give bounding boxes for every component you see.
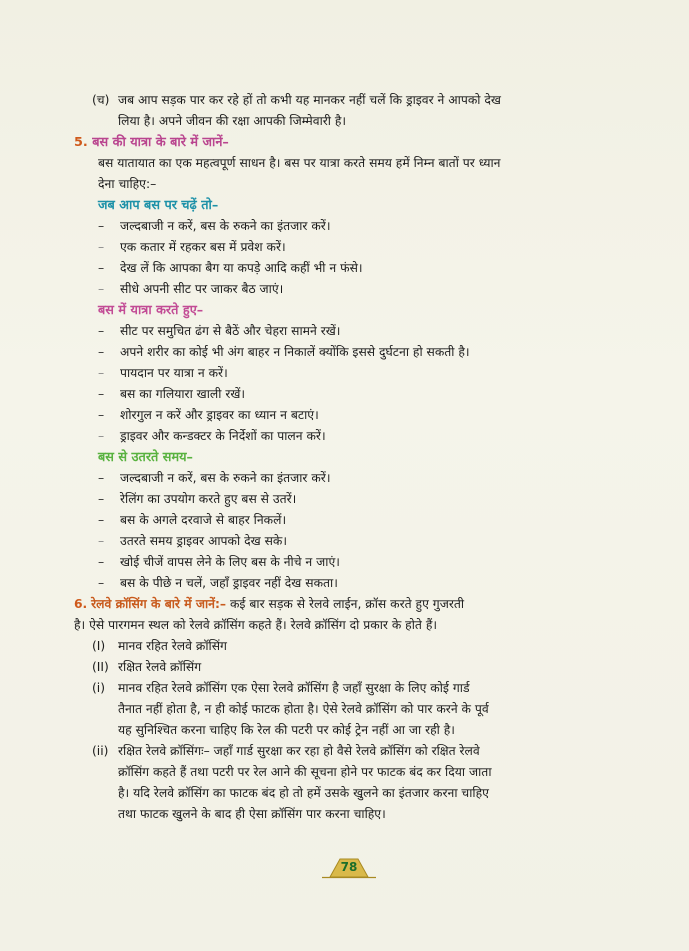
detail-line: रक्षित रेलवे क्रॉसिंगः– जहाँ गार्ड सुरक्षा कर रहा हो वैसे रेलवे क्रॉसिंग को रक्षित रेलवे	[118, 744, 480, 758]
list-item	[74, 363, 660, 384]
type-item	[74, 657, 660, 678]
dash-bullet: –	[98, 408, 105, 422]
item-tag: (I)	[92, 639, 106, 653]
boarding-heading: जब आप बस पर चढ़ें तो–	[98, 198, 219, 213]
dash-bullet: –	[98, 219, 105, 233]
dash-bullet: –	[98, 534, 105, 548]
page-number-badge	[320, 857, 378, 879]
list-item-text: उतरते समय ड्राइवर आपको देख सके।	[120, 534, 287, 548]
list-item-text: पायदान पर यात्रा न करें।	[120, 366, 228, 380]
detail-line: क्रॉसिंग कहते हैं तथा पटरी पर रेल आने की सूचना होने पर फाटक बंद कर दिया जाता	[118, 765, 492, 779]
type-label: मानव रहित रेलवे क्रॉसिंग	[118, 639, 227, 653]
item-tag: (ii)	[92, 744, 109, 758]
detail-line: है। यदि रेलवे क्रॉसिंग का फाटक बंद हो तो हमें उसके खुलने का इंतजार करना चाहिए	[118, 786, 489, 800]
type-label: रक्षित रेलवे क्रॉसिंग	[118, 660, 202, 674]
list-item	[74, 552, 660, 573]
dash-bullet: –	[98, 555, 105, 569]
list-item-text: रेलिंग का उपयोग करते हुए बस से उतरें।	[120, 492, 297, 506]
list-item	[74, 321, 660, 342]
dash-bullet: –	[98, 261, 105, 275]
alighting-heading: बस से उतरते समय–	[98, 450, 193, 465]
list-item	[74, 279, 660, 300]
section-title: रेलवे क्रॉसिंग के बारे में जानें:–	[91, 597, 227, 611]
list-item-text: ड्राइवर और कन्डक्टर के निर्देशों का पालन करें।	[120, 429, 326, 443]
detail-item	[74, 741, 660, 825]
dash-bullet: –	[98, 345, 105, 359]
dash-bullet: –	[98, 513, 105, 527]
section-intro: देना चाहिए:–	[98, 177, 157, 191]
dash-bullet: –	[98, 429, 105, 443]
list-item	[74, 510, 660, 531]
dash-bullet: –	[98, 282, 105, 296]
list-item-text: जल्दबाजी न करें, बस के रुकने का इंतजार करें।	[120, 219, 331, 233]
detail-line: मानव रहित रेलवे क्रॉसिंग एक ऐसा रेलवे क्रॉसिंग है जहाँ सुरक्षा के लिए कोई गार्ड	[118, 681, 470, 695]
list-item-text: अपने शरीर का कोई भी अंग बाहर न निकालें क्योंकि इससे दुर्घटना हो सकती है।	[120, 345, 470, 359]
page-number: 78	[340, 860, 358, 874]
dash-bullet: –	[98, 387, 105, 401]
dash-bullet: –	[98, 492, 105, 506]
list-item	[74, 342, 660, 363]
section-intro: बस यातायात का एक महत्वपूर्ण साधन है। बस पर यात्रा करते समय हमें निम्न बातों पर ध्यान	[98, 156, 501, 170]
list-item-text: एक कतार में रहकर बस में प्रवेश करें।	[120, 240, 286, 254]
dash-bullet: –	[98, 576, 105, 590]
section-intro: है। ऐसे पारगमन स्थल को रेलवे क्रॉसिंग कहते हैं। रेलवे क्रॉसिंग दो प्रकार के होते हैं।	[74, 618, 438, 632]
dash-bullet: –	[98, 471, 105, 485]
dash-bullet: –	[98, 240, 105, 254]
list-item	[74, 489, 660, 510]
detail-line: तथा फाटक खुलने के बाद ही ऐसा क्रॉसिंग पार करना चाहिए।	[118, 807, 386, 821]
section-6-heading-line	[74, 594, 660, 615]
list-item-text: सीट पर समुचित ढंग से बैठें और चेहरा सामने रखें।	[120, 324, 341, 338]
list-item	[74, 426, 660, 447]
list-item-text: बस का गलियारा खाली रखें।	[120, 387, 246, 401]
detail-item	[74, 678, 660, 741]
dash-bullet: –	[98, 366, 105, 380]
section-title: बस की यात्रा के बारे में जानें–	[92, 135, 229, 150]
section-intro: कई बार सड़क से रेलवे लाईन, क्रॉस करते हुए गुजरती	[229, 597, 465, 611]
list-item-text: देख लें कि आपका बैग या कपड़े आदि कहीं भी न फंसे।	[120, 261, 363, 275]
detail-line: यह सुनिश्चित करना चाहिए कि रेल की पटरी पर कोई ट्रेन नहीं आ जा रही है।	[118, 723, 455, 737]
list-item-text: खोई चीजें वापस लेने के लिए बस के नीचे न जाएं।	[120, 555, 340, 569]
list-item-text: सीधे अपनी सीट पर जाकर बैठ जाएं।	[120, 282, 284, 296]
detail-line: तैनात नहीं होता है, न ही कोई फाटक होता है। ऐसे रेलवे क्रॉसिंग को पार करने के पूर्व	[118, 702, 489, 716]
item-line: लिया है। अपने जीवन की रक्षा आपकी जिम्मेवारी है।	[118, 114, 347, 128]
list-item	[74, 468, 660, 489]
section-number: 6.	[74, 597, 88, 611]
list-item-text: बस के अगले दरवाजे से बाहर निकलें।	[120, 513, 287, 527]
item-tag: (II)	[92, 660, 109, 674]
type-item	[74, 636, 660, 657]
list-item-text: बस के पीछे न चलें, जहाँ ड्राइवर नहीं देख सकता।	[120, 576, 338, 590]
list-item	[74, 216, 660, 237]
list-item	[74, 258, 660, 279]
list-item	[74, 573, 660, 594]
item-line: जब आप सड़क पार कर रहे हों तो कभी यह मानकर नहीं चलें कि ड्राइवर ने आपको देख	[118, 93, 501, 107]
list-item	[74, 237, 660, 258]
section-number: 5.	[74, 135, 88, 150]
section-5-heading	[74, 132, 660, 153]
list-item	[74, 405, 660, 426]
travelling-heading: बस में यात्रा करते हुए–	[98, 303, 204, 318]
dash-bullet: –	[98, 324, 105, 338]
list-item-text: शोरगुल न करें और ड्राइवर का ध्यान न बटाएं।	[120, 408, 319, 422]
list-item	[74, 384, 660, 405]
list-item-cha	[74, 90, 660, 132]
item-tag: (च)	[92, 93, 110, 107]
list-item-text: जल्दबाजी न करें, बस के रुकने का इंतजार करें।	[120, 471, 331, 485]
page-content	[74, 90, 660, 825]
item-tag: (i)	[92, 681, 106, 695]
list-item	[74, 531, 660, 552]
